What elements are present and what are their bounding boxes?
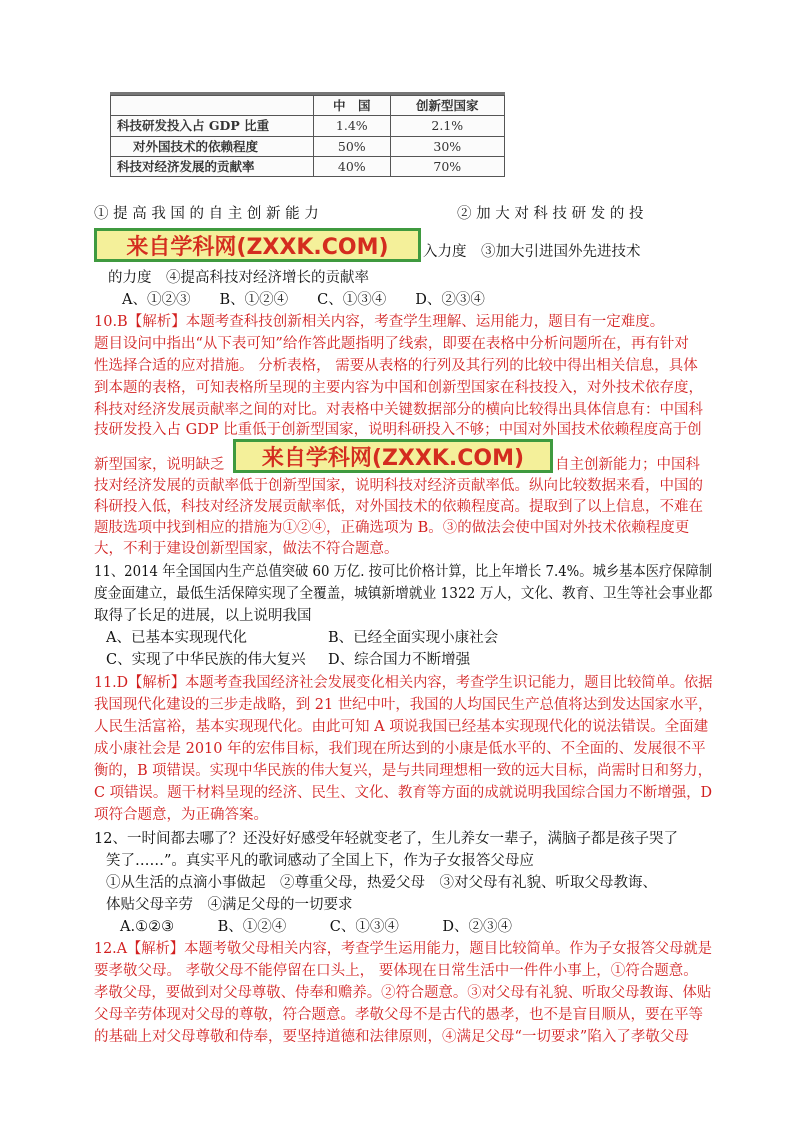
a11-line: 11.D【解析】本题考查我国经济社会发展变化相关内容，考查学生识记能力，题目比较简单。依据: [94, 675, 713, 691]
a11-line: C 项错误。题干材料呈现的经济、民生、文化、教育等方面的成就说明我国综合国力不断增强，D: [94, 785, 713, 801]
a12-line: 要孝敬父母。 孝敬父母不能停留在口头上， 要体现在日常生活中一件件小事上，①符合题意。: [94, 963, 698, 979]
q11-choice-a: A、已基本实现现代化: [106, 630, 247, 646]
cell-innovative: 2.1%: [390, 116, 504, 136]
a10-line: 大，不利于建设创新型国家，做法不符合题意。: [94, 541, 399, 557]
a10-line: 科研投入低，科技对经济发展贡献率低，对外国技术的依赖程度高。提取到了以上信息，不难在: [94, 499, 703, 515]
table-row: [111, 156, 505, 176]
a12-line: 的基础上对父母尊敬和侍奉，要坚持道德和法律原则，④满足父母“一切要求”陷入了孝敬父母: [94, 1029, 689, 1045]
a12-line: 孝敬父母，要做到对父母尊敬、侍奉和赡养。②符合题意。③对父母有礼貌、听取父母教诲、体贴: [94, 985, 712, 1001]
watermark-banner: 来自学科网(ZXXK.COM): [94, 228, 421, 262]
cell-innovative: 30%: [390, 136, 504, 156]
a10-line: 技研发投入占 GDP 比重低于创新型国家，说明科研投入不够；中国对外国技术依赖程度高于创: [94, 422, 702, 438]
table-row: [111, 136, 505, 156]
a10-line: 技对经济发展的贡献率低于创新型国家，说明科技对经济贡献率低。纵向比较数据来看，中国的: [94, 478, 703, 494]
a10-line: 科技对经济发展贡献率之间的对比。对表格中关键数据部分的横向比较得出具体信息有：中国科: [94, 402, 703, 418]
q12-option-line: 体贴父母辛劳 ④满足父母的一切要求: [106, 897, 353, 913]
q12-stem: 12、一时间都去哪了？还没好好感受年轻就变老了，生儿养女一辈子，满脑子都是孩子哭了: [94, 831, 678, 847]
q11-stem: 11、2014 年全国国内生产总值突破 60 万亿. 按可比价格计算，比上年增长 7.4%。城乡基本医疗保障制: [94, 564, 713, 580]
a11-line: 项符合题意，为正确答案。: [94, 807, 268, 823]
q12-choices: A.①②③ B、①②④ C、①③④ D、②③④: [120, 919, 512, 935]
q10-option-1: ① 提 高 我 国 的 自 主 创 新 能 力: [94, 206, 319, 222]
a10-line: 到本题的表格，可知表格所呈现的主要内容为中国和创新型国家在科技投入，对外技术依存度，: [94, 380, 703, 396]
q12-stem: 笑了……”。真实平凡的歌词感动了全国上下，作为子女报答父母应: [106, 853, 534, 869]
table-header-china: 中 国: [314, 96, 391, 116]
a11-line: 我国现代化建设的三步走战略，到 21 世纪中叶，我国的人均国民生产总值将达到发达国家水平，: [94, 697, 713, 713]
q11-stem: 度金面建立，最低生活保障实现了全覆盖，城镇新增就业 1322 万人，文化、教育、卫生等社会事业都: [94, 586, 713, 602]
row-label: 对外国技术的依赖程度: [111, 136, 314, 156]
a10-line: 自主创新能力；中国科: [555, 457, 700, 473]
watermark-banner: 来自学科网(ZXXK.COM): [233, 439, 553, 473]
cell-china: 50%: [314, 136, 391, 156]
table-header-row: [111, 96, 505, 116]
a10-line: 性选择合适的应对措施。 分析表格， 需要从表格的行列及其行列的比较中得出相关信息，具体: [94, 358, 698, 374]
row-label: 科技对经济发展的贡献率: [111, 156, 314, 176]
table-row: [111, 116, 505, 136]
a10-line: 10.B【解析】本题考查科技创新相关内容，考查学生理解、运用能力，题目有一定难度。: [94, 314, 665, 330]
q11-choice-c: C、实现了中华民族的伟大复兴: [106, 652, 306, 668]
a10-line: 题目设问中指出“从下表可知”给作答此题指明了线索，即要在表格中分析问题所在，再有针对: [94, 336, 689, 352]
table-corner: [111, 96, 314, 116]
a12-line: 12.A【解析】本题考敬父母相关内容，考查学生运用能力，题目比较简单。作为子女报答父母就是: [94, 941, 712, 957]
row-label: 科技研发投入占 GDP 比重: [111, 116, 314, 136]
a11-line: 成小康社会是 2010 年的宏伟目标，我们现在所达到的小康是低水平的、不全面的、发展很不平: [94, 741, 706, 757]
q12-option-line: ①从生活的点滴小事做起 ②尊重父母，热爱父母 ③对父母有礼貌、听取父母教诲、: [106, 875, 657, 891]
a10-line: 题肢选项中找到相应的措施为①②④，正确选项为 B。③的做法会使中国对外技术依赖程度更: [94, 520, 690, 536]
q11-choice-b: B、已经全面实现小康社会: [328, 630, 499, 646]
cell-innovative: 70%: [390, 156, 504, 176]
a11-line: 衡的，B 项错误。实现中华民族的伟大复兴，是与共同理想相一致的远大目标，尚需时日和努力，: [94, 763, 713, 779]
q11-choice-d: D、综合国力不断增强: [328, 652, 471, 668]
a12-line: 父母辛劳体现对父母的尊敬，符合题意。孝敬父母不是古代的愚孝，也不是盲目顺从，要在平等: [94, 1007, 703, 1023]
q10-choices: A、①②③ B、①②④ C、①③④ D、②③④: [122, 292, 485, 308]
table-header-innovative: 创新型国家: [390, 96, 504, 116]
cell-china: 1.4%: [314, 116, 391, 136]
q10-option-line3: 的力度 ④提高科技对经济增长的贡献率: [108, 270, 369, 286]
a10-line: 新型国家，说明缺乏: [94, 457, 225, 473]
q10-option-2: ② 加 大 对 科 技 研 发 的 投: [457, 206, 644, 222]
cell-china: 40%: [314, 156, 391, 176]
data-table: [110, 95, 505, 177]
q10-option-2-tail: 入力度 ③加大引进国外先进技术: [423, 244, 641, 260]
q11-stem: 取得了长足的进展，以上说明我国: [94, 608, 312, 624]
a11-line: 人民生活富裕，基本实现现代化。由此可知 A 项说我国已经基本实现现代化的说法错误。全面建: [94, 719, 709, 735]
